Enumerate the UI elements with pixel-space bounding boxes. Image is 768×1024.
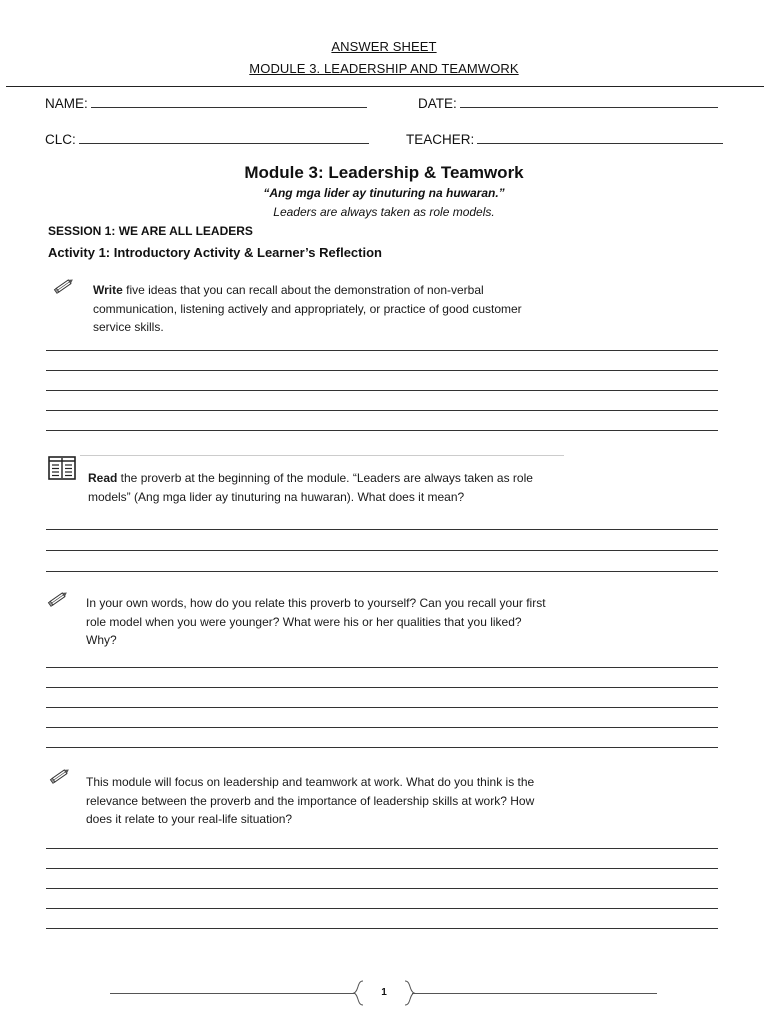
module-quote: “Ang mga lider ay tinuturing na huwaran.” bbox=[263, 186, 505, 200]
footer-rule-left bbox=[110, 993, 355, 994]
answer-line[interactable] bbox=[46, 370, 718, 371]
prompt-relate bbox=[86, 594, 546, 650]
prompt-read-line-2: models” (Ang mga lider ay tinuturing na huwaran). What does it mean? bbox=[88, 489, 465, 504]
name-label: NAME: bbox=[45, 96, 88, 111]
module-title: Module 3: Leadership & Teamwork bbox=[244, 163, 524, 182]
module-subtitle: MODULE 3. LEADERSHIP AND TEAMWORK bbox=[249, 61, 519, 76]
activity-heading: Activity 1: Introductory Activity & Learner’s Reflection bbox=[48, 245, 382, 260]
prompt-read-line-1: the proverb at the beginning of the module. “Leaders are always taken as role bbox=[117, 471, 533, 485]
pencil-icon bbox=[52, 276, 76, 296]
prompt-relevance-line-1: This module will focus on leadership and teamwork at work. What do you think is the bbox=[86, 775, 535, 789]
clc-field[interactable] bbox=[45, 131, 369, 147]
answer-line[interactable] bbox=[46, 390, 718, 391]
answer-line[interactable] bbox=[46, 908, 718, 909]
name-field[interactable] bbox=[45, 95, 367, 111]
date-label: DATE: bbox=[418, 96, 457, 111]
answer-line[interactable] bbox=[46, 687, 718, 688]
prompt-write bbox=[93, 281, 522, 337]
session-heading: SESSION 1: WE ARE ALL LEADERS bbox=[48, 224, 253, 238]
answer-line[interactable] bbox=[46, 571, 718, 572]
answer-line[interactable] bbox=[46, 667, 718, 668]
answer-line[interactable] bbox=[46, 350, 718, 351]
date-field[interactable] bbox=[418, 95, 718, 111]
answer-line[interactable] bbox=[46, 848, 718, 849]
answer-line[interactable] bbox=[46, 928, 718, 929]
answer-line[interactable] bbox=[46, 727, 718, 728]
pencil-icon bbox=[48, 766, 72, 786]
prompt-relevance bbox=[86, 773, 534, 829]
prompt-write-lead: Write bbox=[93, 283, 123, 297]
prompt-read bbox=[88, 469, 533, 506]
teacher-field[interactable] bbox=[406, 131, 723, 147]
answer-line[interactable] bbox=[46, 529, 718, 530]
footer-rule-right bbox=[412, 993, 657, 994]
prompt-write-line-3: service skills. bbox=[93, 320, 164, 334]
name-blank[interactable] bbox=[91, 95, 367, 108]
prompt-relate-line-1: In your own words, how do you relate this proverb to yourself? Can you recall your first bbox=[86, 596, 546, 610]
answer-line[interactable] bbox=[46, 868, 718, 869]
answer-line[interactable] bbox=[46, 707, 718, 708]
teacher-blank[interactable] bbox=[477, 131, 723, 144]
prompt-write-line-2: communication, listening actively and appropriately, or practice of good customer bbox=[93, 301, 522, 316]
clc-label: CLC: bbox=[45, 132, 76, 147]
answer-sheet-title: ANSWER SHEET bbox=[331, 39, 437, 54]
prompt-relevance-line-2: relevance between the proverb and the importance of leadership skills at work? How bbox=[86, 793, 535, 808]
clc-blank[interactable] bbox=[79, 131, 369, 144]
header-divider bbox=[6, 86, 764, 87]
teacher-label: TEACHER: bbox=[406, 132, 475, 147]
pencil-icon bbox=[46, 589, 70, 609]
answer-line[interactable] bbox=[46, 430, 718, 431]
module-translation: Leaders are always taken as role models. bbox=[273, 205, 495, 219]
prompt-write-line-1: five ideas that you can recall about the demonstration of non-verbal bbox=[122, 283, 484, 297]
prompt-relevance-line-3: does it relate to your real-life situation? bbox=[86, 812, 293, 826]
answer-line[interactable] bbox=[46, 888, 718, 889]
answer-line[interactable] bbox=[46, 550, 718, 551]
prompt-read-lead: Read bbox=[88, 471, 118, 485]
page-number: 1 bbox=[381, 987, 387, 998]
section-divider bbox=[80, 455, 564, 456]
prompt-relate-line-3: Why? bbox=[86, 633, 117, 647]
answer-line[interactable] bbox=[46, 410, 718, 411]
answer-line[interactable] bbox=[46, 747, 718, 748]
date-blank[interactable] bbox=[460, 95, 718, 108]
book-icon bbox=[48, 456, 76, 480]
prompt-relate-line-2: role model when you were younger? What were his or her qualities that you liked? bbox=[86, 614, 522, 629]
